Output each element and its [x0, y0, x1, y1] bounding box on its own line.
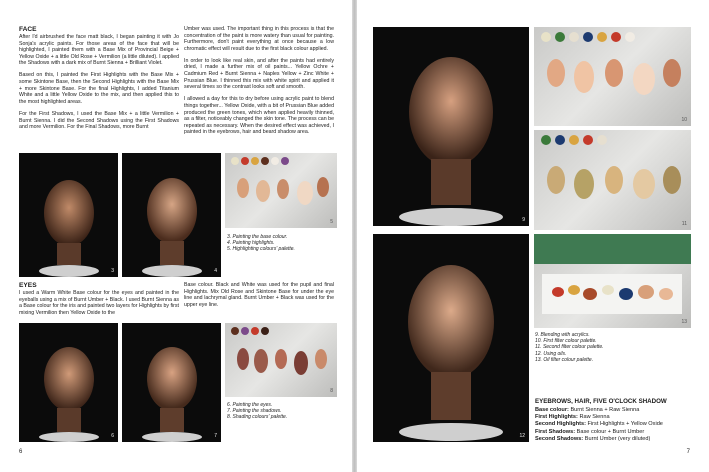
- col2-paragraph-3: I allowed a day for this to dry before using acrylic paint to blend things together... Yellow Oxide, with a bit of Prussian Blue added produced the green tones, which when applied heavily thinned, as a filter, noticeably changed the skin tone. The process can be repeated as necessary. When the desired effect was achieved, I painted in the eyebrows, hair and beard shadow area.: [184, 96, 334, 136]
- photo-number: 8: [330, 388, 333, 394]
- captions-bottom: [227, 402, 337, 421]
- photo-number: 6: [111, 433, 114, 439]
- photo-7: [122, 323, 221, 442]
- palette-photo-5: [225, 153, 337, 228]
- head-illustration: [19, 323, 118, 442]
- photo-number: 13: [681, 319, 687, 325]
- photo-number: 5: [330, 219, 333, 225]
- photo-number: 3: [111, 268, 114, 274]
- col2-paragraph-1: Umber was used. The important thing in this process is that the concentration of the paint is more watery than usual for painting. Furthermore, don't paint everything at once because a low chromatic effect will result due to the first black colour applied.: [184, 26, 334, 52]
- caption-6: 6. Painting the eyes.: [227, 402, 273, 408]
- photo-number: 10: [681, 117, 687, 123]
- palette-illustration: [225, 323, 337, 397]
- head-illustration: [19, 153, 118, 277]
- palette-photo-11: [534, 130, 691, 230]
- recipe-line-4: First Shadows: Base colour + Burnt Umber: [535, 428, 645, 435]
- face-heading: FACE: [19, 26, 37, 33]
- photo-number: 12: [519, 433, 525, 439]
- caption-5: 5. Highlighting colours' palette.: [227, 246, 295, 253]
- caption-4: 4. Painting highlights.: [227, 240, 275, 247]
- caption-8: 8. Shading colours' palette.: [227, 414, 288, 421]
- eyes-paragraph-2: Base colour. Black and White was used for the pupil and final Highlights. Mix Old Rose and Skintone Base for under the eye line and lachrymal gland. Burnt Umber + Black was used for the upper eye line.: [184, 282, 334, 308]
- page-number-right: 7: [686, 449, 690, 455]
- head-illustration: [122, 153, 221, 277]
- section-heading: EYEBROWS, HAIR, FIVE O'CLOCK SHADOW: [535, 398, 667, 405]
- captions-top: [227, 234, 337, 253]
- face-text-column: [19, 26, 179, 136]
- photo-4: [122, 153, 221, 277]
- face-paragraph-3: For the First Shadows, I used the Base Mix + a little Vermilion + Burnt Sienna. I did the Second Shadows using the First Shadows and more Vermilion. For the Final Shadows, more Burnt: [19, 110, 179, 131]
- caption-7: 7. Painting the shadows.: [227, 408, 282, 415]
- palette-illustration: [225, 153, 337, 228]
- recipe-line-2: First Highlights: Raw Sienna: [535, 414, 610, 421]
- caption-9: 9. Blending with acrylics.: [535, 332, 590, 338]
- eyes-text-column: [19, 282, 179, 322]
- face-paragraph-2: Based on this, I painted the First Highlights with the Base Mix + some Skintone Base, then the Second Highlights with the Base Mix + more Skintone Base. For the final Highlights, I added Titanium White and a little Yellow Oxide to the mix, and then applied this to the most highlighted areas.: [19, 72, 179, 105]
- photo-9: [373, 27, 529, 226]
- recipe-line-1: Base colour: Burnt Sienna + Raw Sienna: [535, 407, 640, 413]
- face-text-column-2: [184, 26, 334, 141]
- left-page: [0, 0, 352, 472]
- photo-3: [19, 153, 118, 277]
- recipe-line-3: Second Highlights: First Highlights + Yellow Oxide: [535, 421, 663, 428]
- palette-illustration: [534, 27, 691, 126]
- photo-12: [373, 234, 529, 442]
- photo-6: [19, 323, 118, 442]
- head-illustration: [373, 234, 529, 442]
- recipe-line-5: Second Shadows: Burnt Umber (very diluted): [535, 435, 651, 442]
- caption-11: 11. Second filter colour palette.: [535, 344, 604, 351]
- photo-number: 9: [522, 217, 525, 223]
- eyes-heading: EYES: [19, 282, 37, 289]
- captions-right: [535, 332, 691, 363]
- caption-10: 10. First filter colour palette.: [535, 338, 597, 345]
- palette-illustration: [534, 234, 691, 328]
- eyes-text-column-2: [184, 282, 334, 314]
- palette-photo-13: [534, 234, 691, 328]
- eyes-paragraph-1: I used a Warm White Base colour for the eyes and painted in the eyeballs using a mix of Burnt Umber + Black. I used Burnt Sienna as a Base colour for the iris and painted two layers for Highlights by first mixing Vermilion then Yellow Oxide to the: [19, 290, 179, 316]
- caption-3: 3. Painting the base colour.: [227, 234, 288, 240]
- col2-paragraph-2: In order to look like real skin, and after the paints had entirely dried, I made a further mix of oil paints... Yellow Ochre + Cadmium Red + Burnt Sienna + Naples Yellow + Zinc White + Prussian Blue. I thinned this mix with white spirit and applied it several times so the contrast looks soft and smooth.: [184, 57, 334, 91]
- right-page: [357, 0, 709, 472]
- palette-photo-8: [225, 323, 337, 397]
- face-paragraph-1: After I'd airbrushed the face matt black, I began painting it with Jo Sonja's acrylic paints. For those areas of the face that will be highlighted, I painted them with a Base Mix of Provincial Beige + Yellow Oxide + a little Old Rose + Vermilion (a little diluted). I applied the Shadows with a dark mix of Burnt Sienna + Brilliant Violet.: [19, 34, 179, 67]
- palette-photo-10: [534, 27, 691, 126]
- page-number-left: 6: [19, 449, 23, 455]
- recipe-block: [535, 398, 695, 443]
- caption-12: 12. Using oils.: [535, 350, 567, 357]
- photo-number: 7: [214, 433, 217, 439]
- head-illustration: [373, 27, 529, 226]
- photo-number: 11: [681, 221, 687, 227]
- photo-number: 4: [214, 268, 217, 274]
- palette-illustration: [534, 130, 691, 230]
- head-illustration: [122, 323, 221, 442]
- caption-13: 13. Oil filter colour palette.: [535, 356, 594, 363]
